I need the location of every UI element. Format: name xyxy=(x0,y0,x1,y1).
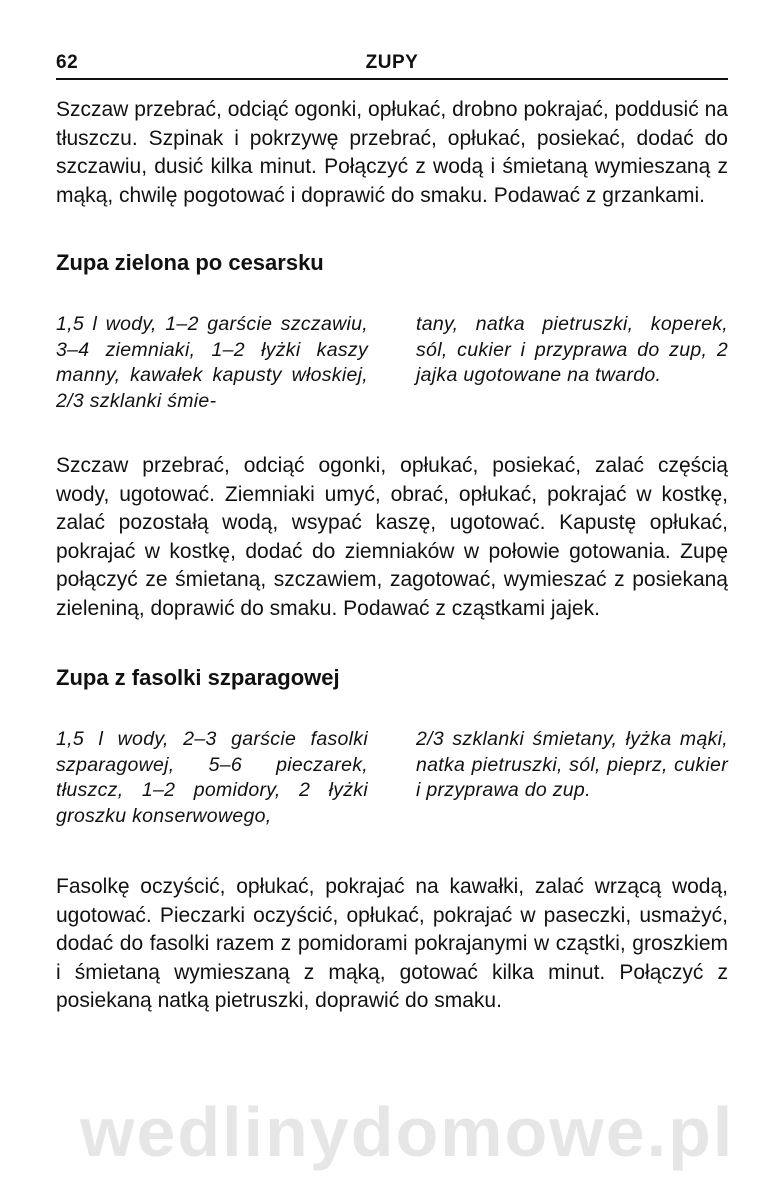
recipe-title-zupa-zielona: Zupa zielona po cesarsku xyxy=(56,250,324,275)
book-page xyxy=(56,52,728,1016)
watermark: wedlinydomowe.pl xyxy=(80,1093,735,1171)
ingredients-column-right: 2/3 szklanki śmietany, łyżka mąki, natka pietruszki, sól, pieprz, cukier i przyprawa do zup. xyxy=(416,728,728,801)
ingredients-column-left: 1,5 l wody, 2–3 garście fasolki szparagowej, 5–6 pieczarek, tłuszcz, 1–2 pomidory, 2 łyżki groszku konserwowego, xyxy=(56,728,368,827)
page-number: 62 xyxy=(56,52,79,73)
running-head xyxy=(56,52,728,80)
steps-zupa-z-fasolki: Fasolkę oczyścić, opłukać, pokrajać na kawałki, zalać wrzącą wodą, ugotować. Pieczarki oczyścić, opłukać, pokrajać w paseczki, usmażyć, dodać do fasolki razem z pomidorami pokrajanymi w cząstki, groszkiem i śmietaną wymieszaną z mąką, gotować kilka minut. Połączyć z posiekaną natką pietruszki, doprawić do smaku. xyxy=(56,875,728,1012)
intro-paragraph: Szczaw przebrać, odciąć ogonki, opłukać, drobno pokrajać, poddusić na tłuszczu. Szpinak i pokrzywę przebrać, opłukać, posiekać, dodać do szczawiu, dusić kilka minut. Połączyć z wodą i śmietaną wymieszaną z mąką, chwilę pogotować i doprawić do smaku. Podawać z grzankami. xyxy=(56,98,728,207)
steps-zupa-zielona: Szczaw przebrać, odciąć ogonki, opłukać, posiekać, zalać częścią wody, ugotować. Ziemniaki umyć, obrać, opłukać, pokrajać w kostkę, zalać pozostałą wodą, wsypać kaszę, ugotować. Kapustę opłukać, pokrajać w kostkę, dodać do ziemniaków w połowie gotowania. Zupę połączyć ze śmietaną, szczawiem, zagotować, wymieszać z posiekaną zieleniną, doprawić do smaku. Podawać z cząstkami jajek. xyxy=(56,454,728,620)
ingredients-zupa-z-fasolki xyxy=(56,727,728,829)
ingredients-zupa-zielona xyxy=(56,312,728,414)
section-title: ZUPY xyxy=(365,52,419,73)
ingredients-column-right: tany, natka pietruszki, koperek, sól, cukier i przyprawa do zup, 2 jajka ugotowane na twardo. xyxy=(416,313,728,386)
recipe-title-zupa-z-fasolki: Zupa z fasolki szparagowej xyxy=(56,665,340,690)
ingredients-column-left: 1,5 l wody, 1–2 garście szczawiu, 3–4 ziemniaki, 1–2 łyżki kaszy manny, kawałek kapusty włoskiej, 2/3 szklanki śmie- xyxy=(56,313,368,412)
